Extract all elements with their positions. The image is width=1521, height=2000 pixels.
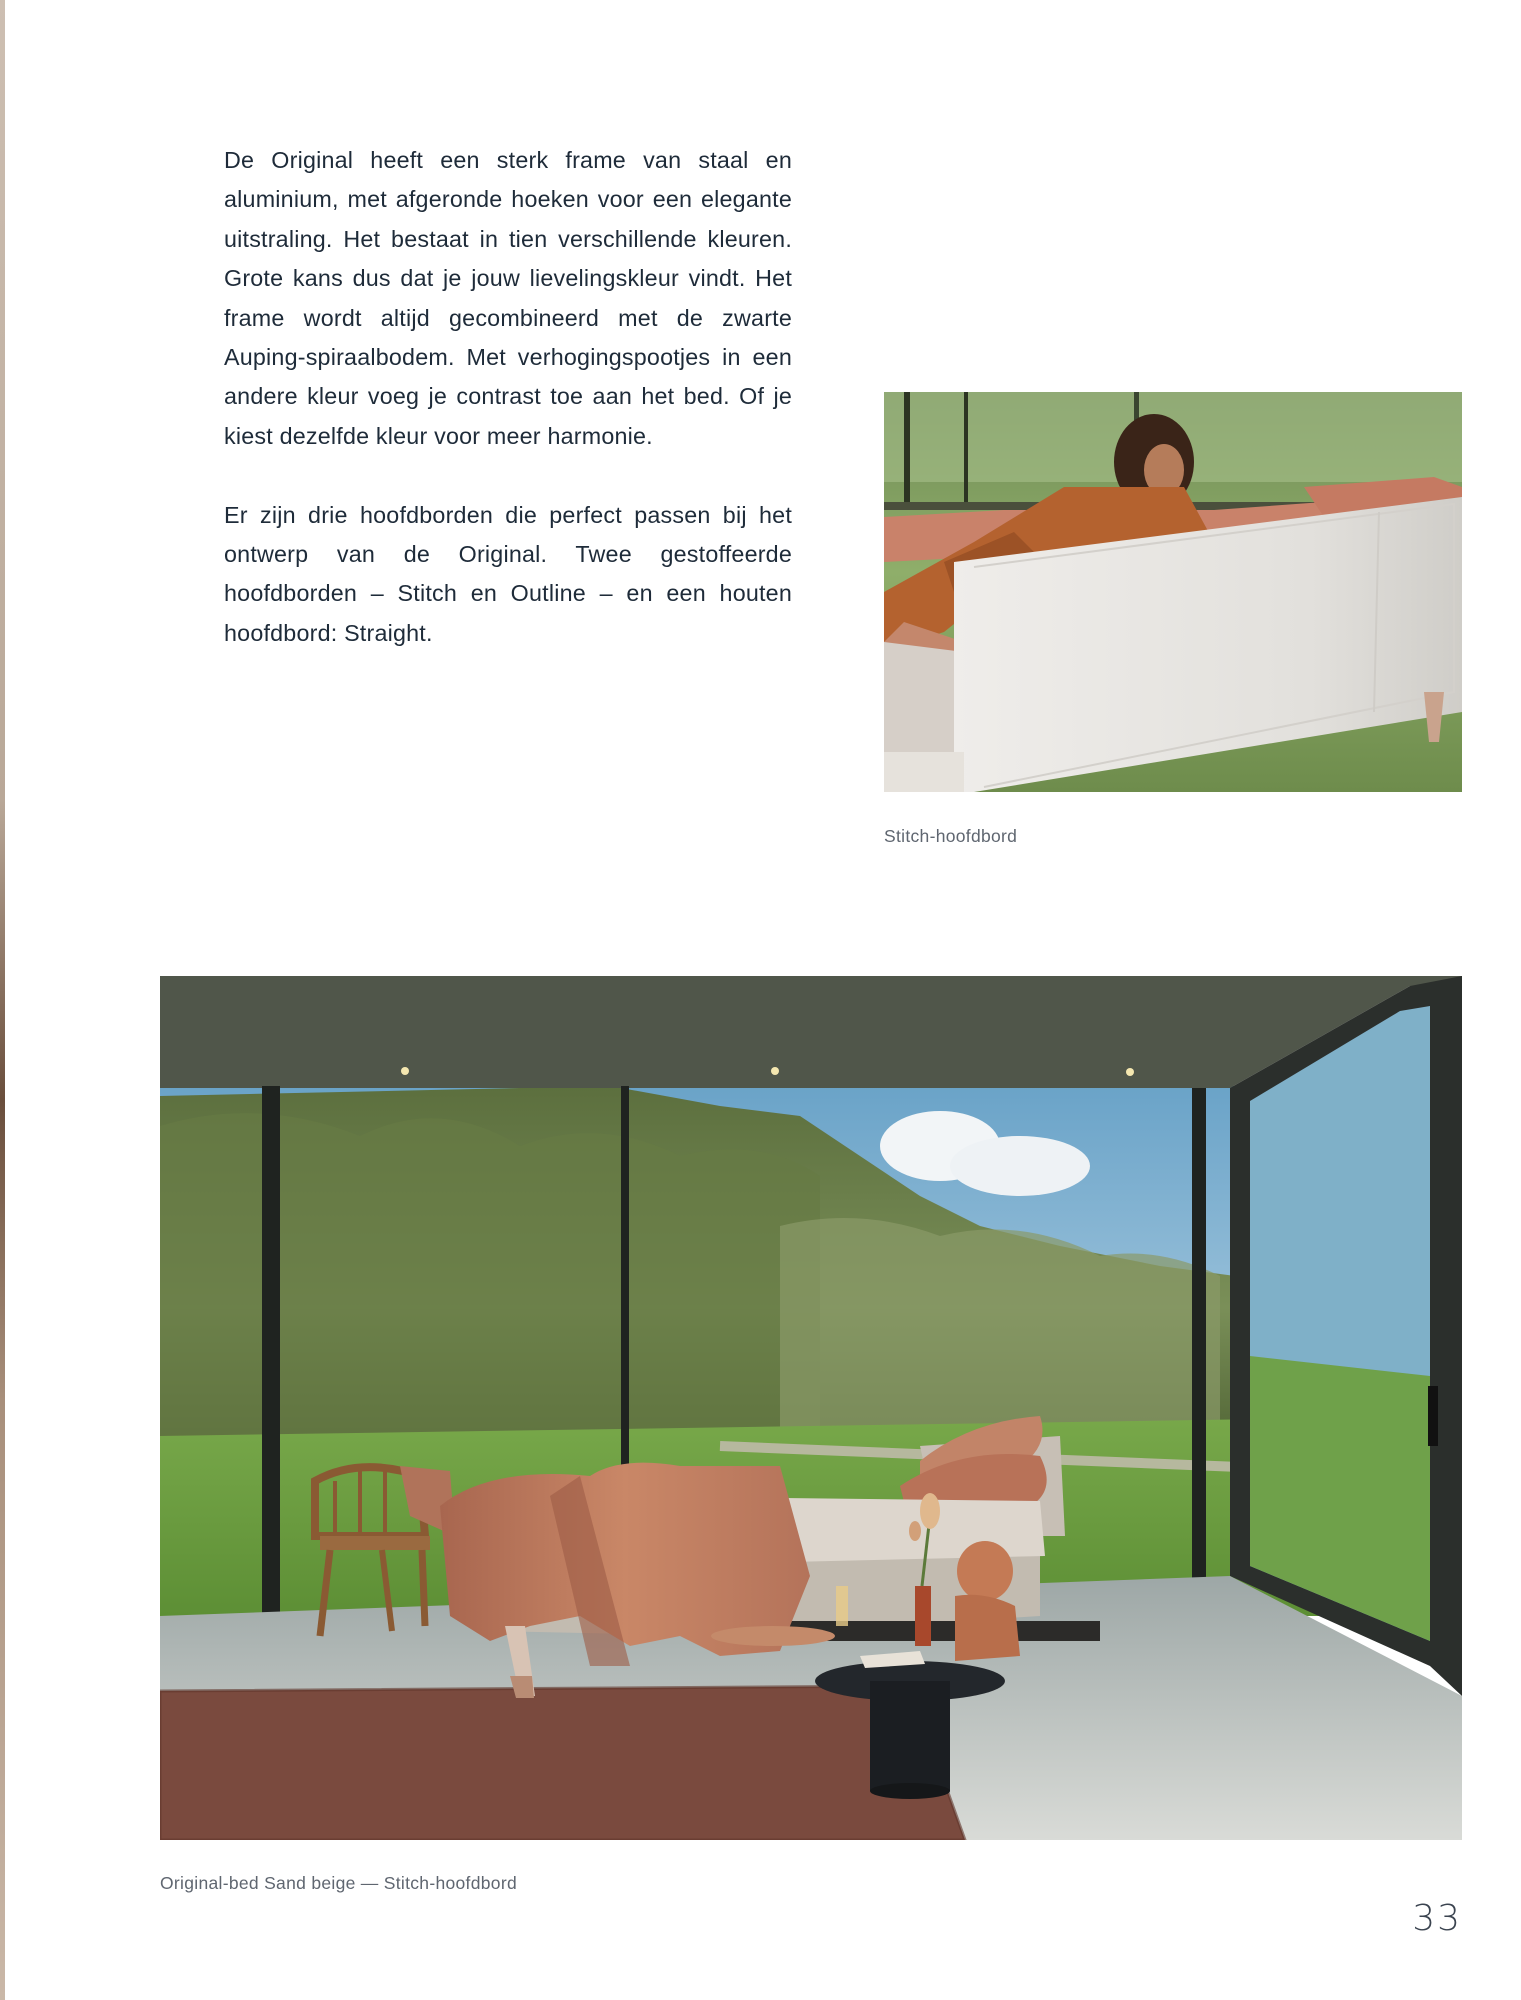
paragraph-headboards: Er zijn drie hoofdborden die perfect passen bij het ontwerp van de Original. Twee gestoffeerde hoofdborden – Stitch en Outline – en een houten hoofdbord: Straight. — [224, 501, 792, 646]
page-number: 33 — [1412, 1898, 1462, 1939]
page-spine-edge — [0, 0, 5, 2000]
stitch-headboard-photo — [884, 392, 1462, 792]
photo-caption-main: Original-bed Sand beige — Stitch-hoofdbord — [160, 1873, 517, 1893]
article-body — [224, 141, 792, 693]
paragraph-frame: De Original heeft een sterk frame van staal en aluminium, met afgeronde hoeken voor een elegante uitstraling. Het bestaat in tien verschillende kleuren. Grote kans dus dat je jouw lievelingskleur vindt. Het frame wordt altijd gecombineerd met de zwarte Auping-spiraalbodem. Met verhogingspootjes in een andere kleur voeg je contrast toe aan het bed. Of je kiest dezelfde kleur voor meer harmonie. — [224, 147, 792, 449]
photo-caption-top: Stitch-hoofdbord — [884, 826, 1018, 846]
bedroom-photo — [160, 976, 1462, 1840]
